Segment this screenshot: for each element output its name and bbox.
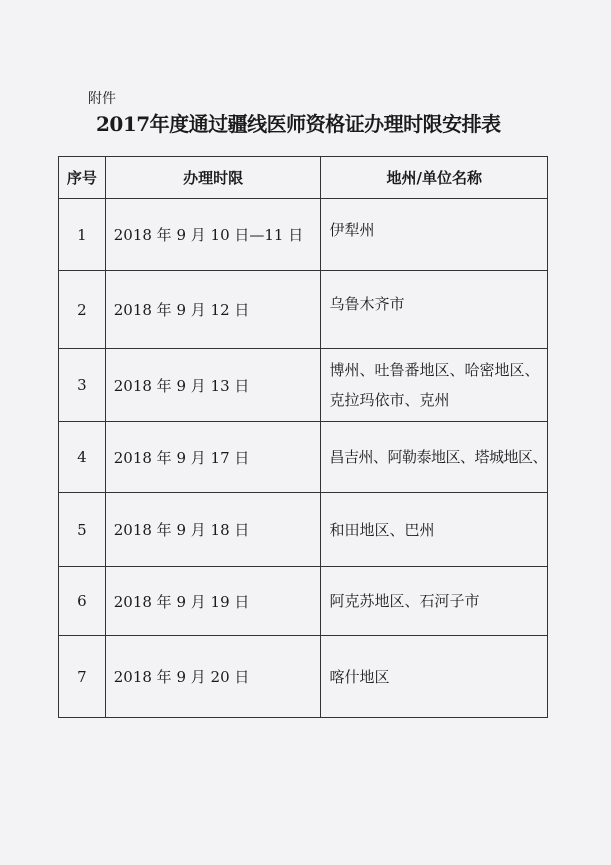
row-no: 1	[59, 199, 106, 271]
row-date: 2018 年 9 月 19 日	[105, 567, 321, 636]
table-row	[59, 493, 548, 567]
row-unit: 博州、吐鲁番地区、哈密地区、克拉玛依市、克州	[321, 349, 548, 422]
attachment-label: 附件	[88, 91, 116, 107]
table-row	[59, 636, 548, 718]
row-date: 2018 年 9 月 20 日	[105, 636, 321, 718]
row-unit: 乌鲁木齐市	[321, 271, 548, 349]
table-header-row	[59, 157, 548, 199]
row-date: 2018 年 9 月 18 日	[105, 493, 321, 567]
row-unit: 伊犁州	[321, 199, 548, 271]
table-row	[59, 349, 548, 422]
table-row	[59, 199, 548, 271]
row-no: 7	[59, 636, 106, 718]
header-unit: 地州/单位名称	[321, 157, 548, 199]
row-no: 2	[59, 271, 106, 349]
document-title: 2017年度通过疆线医师资格证办理时限安排表	[96, 112, 501, 136]
row-no: 4	[59, 422, 106, 493]
table-row	[59, 271, 548, 349]
row-unit: 喀什地区	[321, 636, 548, 718]
row-unit: 昌吉州、阿勒泰地区、塔城地区、	[321, 422, 548, 493]
row-no: 5	[59, 493, 106, 567]
table-row	[59, 422, 548, 493]
row-date: 2018 年 9 月 13 日	[105, 349, 321, 422]
row-unit: 阿克苏地区、石河子市	[321, 567, 548, 636]
row-date: 2018 年 9 月 17 日	[105, 422, 321, 493]
row-date: 2018 年 9 月 12 日	[105, 271, 321, 349]
row-unit: 和田地区、巴州	[321, 493, 548, 567]
header-date: 办理时限	[105, 157, 321, 199]
row-no: 6	[59, 567, 106, 636]
header-no: 序号	[59, 157, 106, 199]
row-date: 2018 年 9 月 10 日—11 日	[105, 199, 321, 271]
schedule-table	[58, 156, 548, 718]
table-row	[59, 567, 548, 636]
row-no: 3	[59, 349, 106, 422]
